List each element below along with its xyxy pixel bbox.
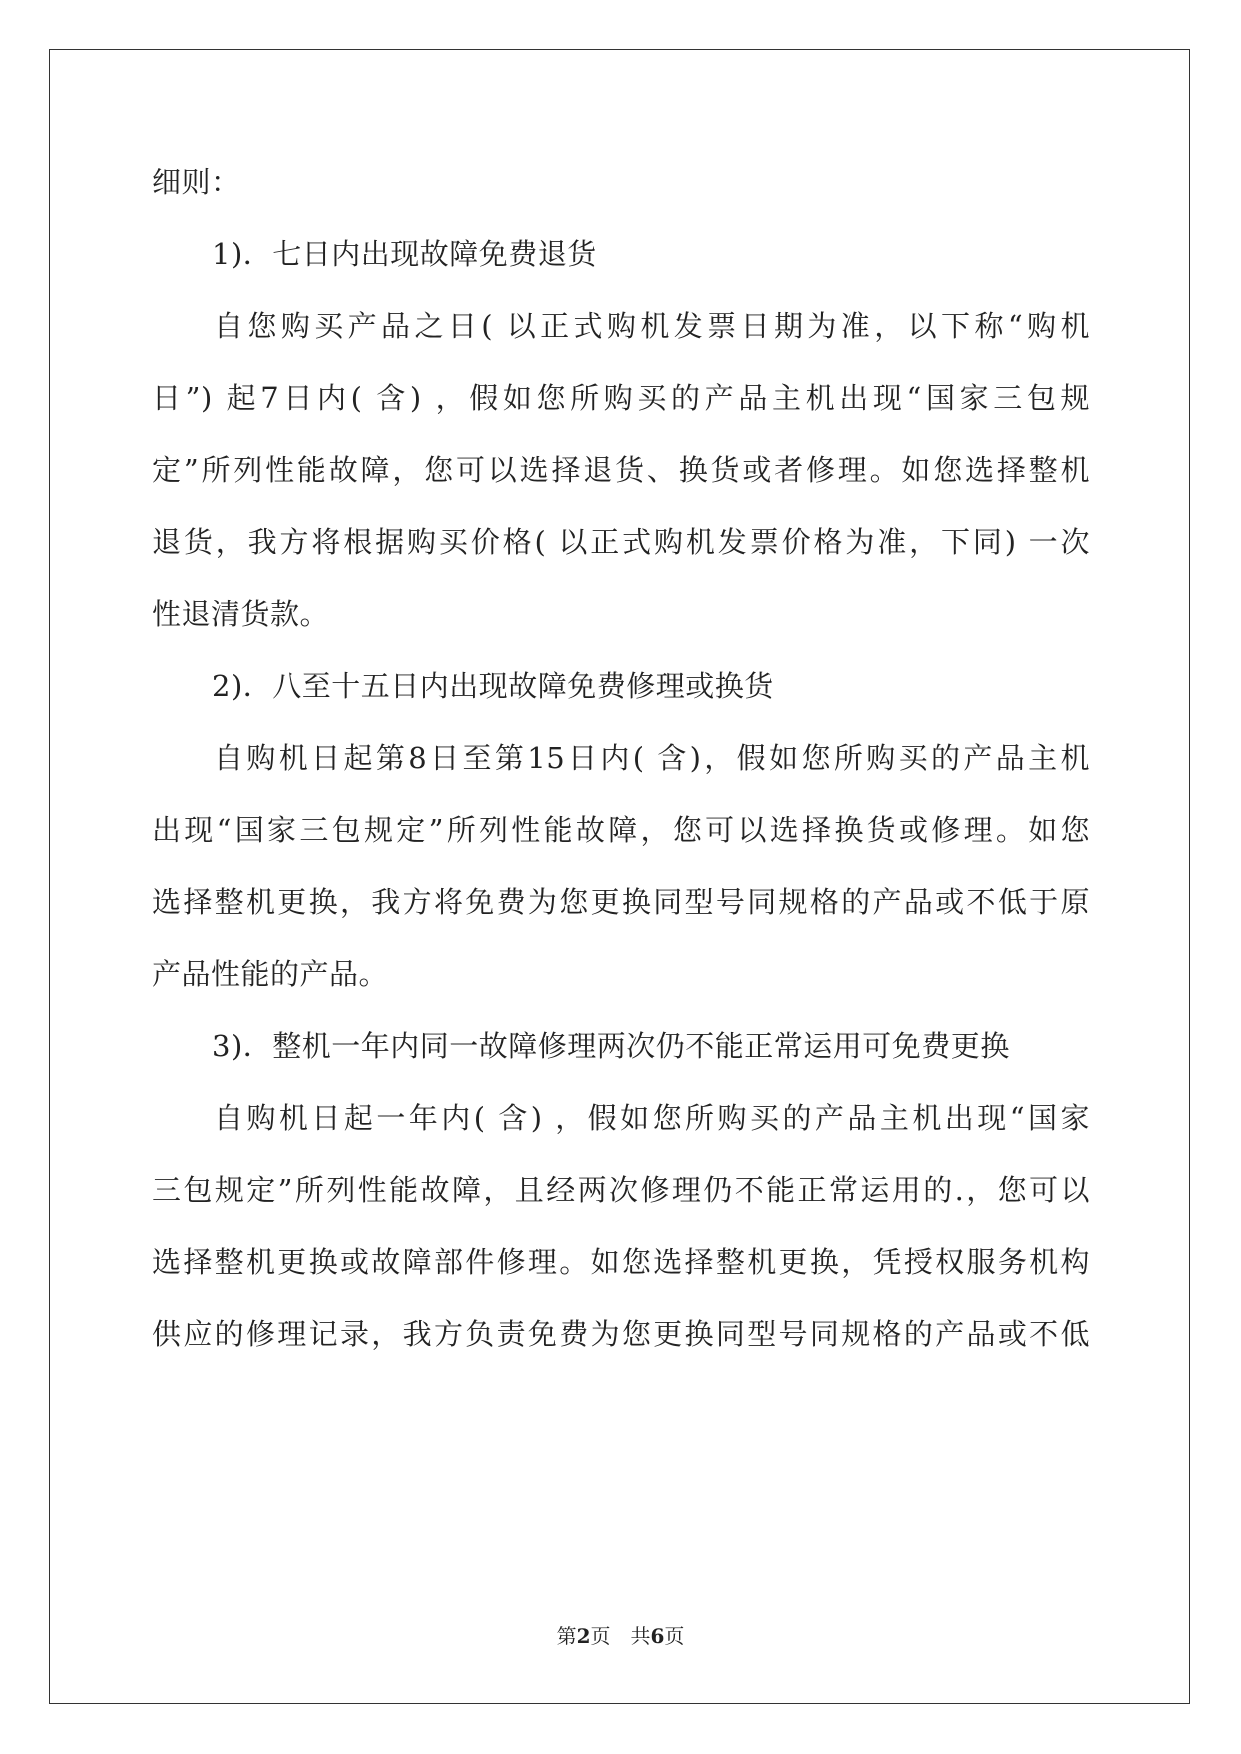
footer-middle: 页 共 <box>590 1624 651 1648</box>
paragraph-line: 供应的修理记录，我方负责免费为您更换同型号同规格的产品或不低 <box>152 1317 1090 1351</box>
paragraph-line: 选择整机更换或故障部件修理。如您选择整机更换，凭授权服务机构 <box>152 1245 1090 1279</box>
paragraph-line: 性退清货款。 <box>152 597 330 631</box>
clause-heading-2: 2)．八至十五日内出现故障免费修理或换货 <box>212 669 774 703</box>
paragraph-line: 三包规定”所列性能故障，且经两次修理仍不能正常运用的.，您可以 <box>152 1173 1090 1207</box>
section-title: 细则： <box>152 165 241 199</box>
paragraph-line: 选择整机更换，我方将免费为您更换同型号同规格的产品或不低于原 <box>152 885 1090 919</box>
paragraph-line: 自您购买产品之日( 以正式购机发票日期为准，以下称“购机 <box>214 309 1090 343</box>
paragraph-line: 自购机日起第8日至第15日内( 含)，假如您所购买的产品主机 <box>214 741 1090 775</box>
clause-heading-1: 1)．七日内出现故障免费退货 <box>212 237 597 271</box>
clause-heading-3: 3)．整机一年内同一故障修理两次仍不能正常运用可免费更换 <box>212 1029 1010 1063</box>
paragraph-line: 日”) 起7日内( 含) ，假如您所购买的产品主机出现“国家三包规 <box>152 381 1090 415</box>
footer-prefix: 第 <box>556 1624 577 1648</box>
current-page-number: 2 <box>576 1624 591 1648</box>
paragraph-line: 定”所列性能故障，您可以选择退货、换货或者修理。如您选择整机 <box>152 453 1090 487</box>
paragraph-line: 产品性能的产品。 <box>152 957 389 991</box>
page-border <box>49 49 1190 1704</box>
paragraph-line: 出现“国家三包规定”所列性能故障，您可以选择换货或修理。如您 <box>152 813 1090 847</box>
footer-suffix: 页 <box>664 1624 685 1648</box>
paragraph-line: 退货，我方将根据购买价格( 以正式购机发票价格为准，下同) 一次 <box>152 525 1090 559</box>
paragraph-line: 自购机日起一年内( 含) ，假如您所购买的产品主机出现“国家 <box>214 1101 1090 1135</box>
total-page-number: 6 <box>650 1624 665 1648</box>
page-footer <box>0 1620 1241 1649</box>
